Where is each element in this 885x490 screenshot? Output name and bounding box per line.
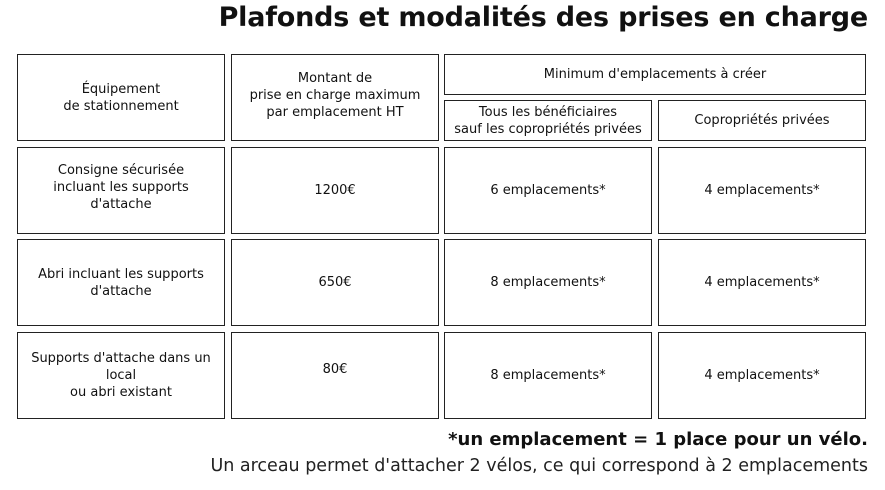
- row-copro: [658, 147, 866, 234]
- row-tous: [444, 332, 652, 419]
- header-montant-line: prise en charge maximum: [249, 88, 421, 103]
- footnote-definition: *un emplacement = 1 place pour un vélo.: [448, 429, 868, 450]
- header-minimum-label: Minimum d'emplacements à créer: [543, 67, 767, 82]
- row-equipement: [17, 239, 225, 326]
- row-equipement: [17, 332, 225, 419]
- row-tous: [444, 147, 652, 234]
- row-montant-value: 80€: [322, 362, 348, 377]
- row-equipement-line: Abri incluant les supports: [38, 266, 204, 282]
- header-equipement: [17, 54, 225, 141]
- row-copro-value: 4 emplacements*: [704, 368, 820, 383]
- row-equipement-line: local: [105, 368, 137, 383]
- row-equipement-line: Consigne sécurisée: [57, 163, 185, 178]
- row-copro-value: 4 emplacements*: [704, 275, 820, 290]
- header-montant-line: Montant de: [297, 71, 373, 86]
- row-copro: [658, 332, 866, 419]
- header-equipement-line: Équipement: [81, 81, 161, 97]
- row-tous-value: 8 emplacements*: [490, 368, 606, 383]
- header-minimum: [444, 54, 866, 95]
- row-tous-value: 8 emplacements*: [490, 275, 606, 290]
- row-montant: [231, 332, 439, 419]
- row-montant-value: 1200€: [314, 183, 356, 198]
- header-equipement-line: de stationnement: [63, 98, 179, 114]
- page-title: Plafonds et modalités des prises en charge: [218, 2, 868, 33]
- row-copro-value: 4 emplacements*: [704, 183, 820, 198]
- row-montant: [231, 239, 439, 326]
- row-copro: [658, 239, 866, 326]
- row-equipement-line: d'attache: [90, 197, 152, 212]
- row-tous: [444, 239, 652, 326]
- row-montant: [231, 147, 439, 234]
- header-copro-label: Copropriétés privées: [694, 113, 830, 128]
- header-tous-line: Tous les bénéficiaires: [478, 104, 618, 120]
- header-montant: [231, 54, 439, 141]
- header-copro: [658, 100, 866, 141]
- row-equipement-line: Supports d'attache dans un: [31, 351, 211, 366]
- row-montant-value: 650€: [318, 275, 352, 290]
- row-tous-value: 6 emplacements*: [490, 183, 606, 198]
- header-montant-line: par emplacement HT: [266, 105, 404, 120]
- header-tous-line: sauf les copropriétés privées: [454, 121, 642, 137]
- row-equipement-line: d'attache: [90, 283, 152, 299]
- row-equipement: [17, 147, 225, 234]
- header-tous: [444, 100, 652, 141]
- row-equipement-line: incluant les supports: [53, 180, 189, 195]
- footnote-explanation: Un arceau permet d'attacher 2 vélos, ce qui correspond à 2 emplacements: [210, 456, 868, 476]
- row-equipement-line: ou abri existant: [70, 385, 172, 400]
